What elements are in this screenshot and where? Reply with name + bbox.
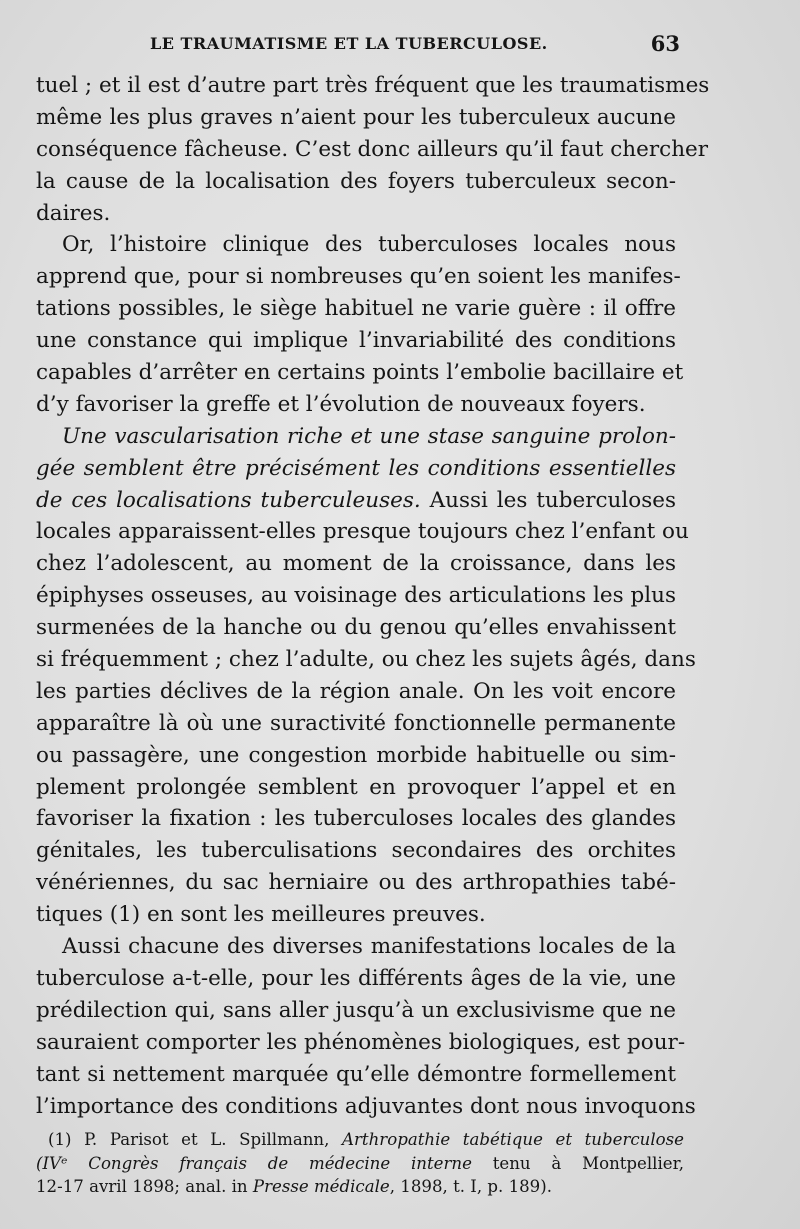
- text-line: tiques (1) en sont les meilleures preuves.: [36, 902, 486, 928]
- footnote-line: [36, 1175, 684, 1199]
- text-line: si fréquemment ; chez l’adulte, ou chez les sujets âgés, dans: [36, 647, 696, 673]
- italic-text-line: gée semblent être précisément les conditions essentielles: [36, 455, 676, 481]
- footnote-location: tenu à Montpellier,: [471, 1153, 685, 1173]
- text-line: tant si nettement marquée qu’elle démontre formellement: [36, 1061, 676, 1087]
- footnote-citation: , 1898, t. I, p. 189).: [389, 1177, 552, 1196]
- text-line: tuberculose a-t-elle, pour les différents âges de la vie, une: [36, 965, 676, 991]
- text-line: même les plus graves n’aient pour les tuberculeux aucune: [36, 104, 676, 130]
- footnote-article-title: Arthropathie tabétique et tuberculose: [342, 1130, 684, 1149]
- page-number: 63: [650, 31, 680, 56]
- text-line: tuel ; et il est d’autre part très fréquent que les traumatismes: [36, 73, 710, 98]
- text-line: la cause de la localisation des foyers tuberculeux secon-: [36, 168, 676, 194]
- body-text: [36, 70, 710, 1122]
- text-line: apparaître là où une suractivité fonctionnelle permanente: [36, 710, 676, 736]
- text-line: apprend que, pour si nombreuses qu’en soient les manifes-: [36, 264, 681, 290]
- text-line: vénériennes, du sac herniaire ou des arthropathies tabé-: [36, 870, 676, 896]
- text-line: capables d’arrêter en certains points l’embolie bacillaire et: [36, 360, 684, 386]
- roman-segment: Aussi les tuberculoses: [429, 487, 676, 513]
- text-line: une constance qui implique l’invariabilité des conditions: [36, 328, 676, 354]
- text-line: l’importance des conditions adjuvantes dont nous invoquons: [36, 1093, 696, 1119]
- paragraph-start-line: Or, l’histoire clinique des tuberculoses locales nous: [62, 232, 676, 258]
- text-line: chez l’adolescent, au moment de la croissance, dans les: [36, 551, 676, 577]
- italic-segment: de ces localisations tuberculeuses.: [36, 487, 421, 513]
- footnote-authors: (1) P. Parisot et L. Spillmann,: [48, 1130, 342, 1149]
- text-line: les parties déclives de la région anale. On les voit encore: [36, 678, 676, 704]
- text-line: ou passagère, une congestion morbide habituelle ou sim-: [36, 742, 676, 768]
- text-line: daires.: [36, 200, 111, 226]
- footnote-line: [36, 1128, 684, 1152]
- page-header: [150, 31, 680, 58]
- paragraph-start-line: Aussi chacune des diverses manifestations locales de la: [62, 934, 676, 960]
- text-line: plement prolongée semblent en provoquer l’appel et en: [36, 774, 676, 800]
- footnote-congress: (IVᵉ Congrès français de médecine interne: [36, 1153, 472, 1173]
- italic-paragraph-start-line: Une vascularisation riche et une stase sanguine prolon-: [62, 423, 676, 449]
- text-line: d’y favoriser la greffe et l’évolution de nouveaux foyers.: [36, 391, 646, 417]
- footnote-date: 12-17 avril 1898; anal. in: [36, 1177, 253, 1196]
- footnote-line: [36, 1152, 684, 1176]
- text-line: épiphyses osseuses, au voisinage des articulations les plus: [36, 583, 676, 609]
- text-line: locales apparaissent-elles presque toujours chez l’enfant ou: [36, 519, 689, 545]
- text-line: prédilection qui, sans aller jusqu’à un exclusivisme que ne: [36, 997, 676, 1023]
- mixed-text-line: [36, 485, 676, 517]
- text-line: sauraient comporter les phénomènes biologiques, est pour-: [36, 1029, 686, 1055]
- footnote-journal: Presse médicale: [252, 1177, 390, 1196]
- running-title: LE TRAUMATISME ET LA TUBERCULOSE.: [150, 34, 548, 53]
- footnote: [36, 1128, 684, 1199]
- text-line: génitales, les tuberculisations secondaires des orchites: [36, 838, 676, 864]
- text-line: conséquence fâcheuse. C’est donc ailleurs qu’il faut chercher: [36, 136, 709, 162]
- text-line: favoriser la fixation : les tuberculoses locales des glandes: [36, 806, 676, 832]
- text-line: surmenées de la hanche ou du genou qu’elles envahissent: [36, 615, 676, 641]
- text-line: tations possibles, le siège habituel ne varie guère : il offre: [36, 296, 676, 322]
